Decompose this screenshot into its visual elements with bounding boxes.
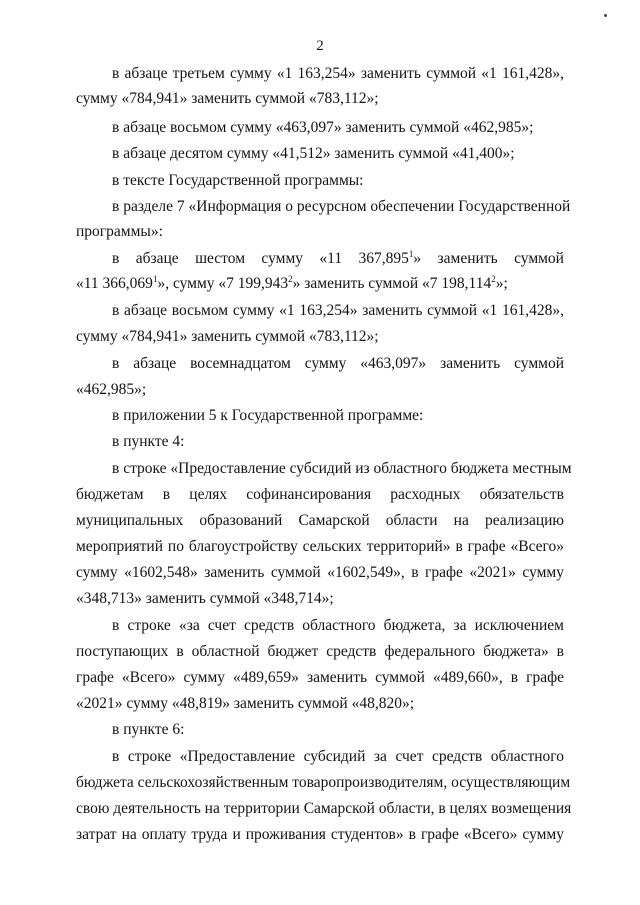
text-line: затрат на оплату труда и проживания студентов» в графе «Всего» сумму — [76, 826, 564, 843]
text-line: в строке «за счет средств областного бюджета, за исключением — [112, 617, 564, 634]
text-line: в строке «Предоставление субсидий из областного бюджета местным — [112, 460, 572, 477]
text-line: бюджетам в целях софинансирования расходных обязательств — [76, 486, 564, 503]
text-line: «348,713» заменить суммой «348,714»; — [76, 590, 334, 607]
text-line: муниципальных образований Самарской области на реализацию — [76, 512, 564, 529]
text-run: », сумму «7 199,943 — [157, 275, 289, 292]
text-line: в приложении 5 к Государственной программе: — [112, 407, 424, 424]
text-line: «2021» сумму «48,819» заменить суммой «48,820»; — [76, 695, 415, 712]
page-number: 2 — [316, 38, 324, 54]
text-run: «11 366,069 — [76, 275, 153, 292]
text-run: » заменить суммой — [413, 250, 564, 267]
text-line: сумму «1602,548» заменить суммой «1602,549», в графе «2021» сумму — [76, 564, 564, 581]
text-line: в абзаце восьмом сумму «1 163,254» заменить суммой «1 161,428», — [112, 302, 564, 319]
text-line: свою деятельность на территории Самарской области, в целях возмещения — [76, 800, 572, 817]
text-line: в разделе 7 «Информация о ресурсном обеспечении Государственной — [112, 198, 571, 215]
text-line: в абзаце третьем сумму «1 163,254» заменить суммой «1 161,428», — [112, 65, 564, 82]
text-line: поступающих в областной бюджет средств федерального бюджета» в — [76, 643, 564, 660]
text-line: «462,985»; — [76, 381, 147, 398]
text-line: в тексте Государственной программы: — [112, 172, 364, 189]
text-line: в абзаце восьмом сумму «463,097» заменить суммой «462,985»; — [112, 119, 534, 136]
text-line: в пункте 6: — [112, 721, 185, 738]
text-line: мероприятий по благоустройству сельских территорий» в графе «Всего» — [76, 538, 564, 555]
text-line: в абзаце восемнадцатом сумму «463,097» заменить суммой — [112, 355, 564, 372]
scan-mark — [604, 14, 607, 17]
footnote-mark: 2 — [491, 273, 496, 284]
text-line: сумму «784,941» заменить суммой «783,112»; — [76, 90, 379, 107]
text-run: »; — [495, 275, 508, 292]
text-line: бюджета сельскохозяйственным товаропроизводителям, осуществляющим — [76, 774, 571, 791]
text-line: сумму «784,941» заменить суммой «783,112»; — [76, 328, 379, 345]
text-run: в абзаце шестом сумму «11 367,895 — [112, 250, 409, 267]
text-line: графе «Всего» сумму «489,659» заменить суммой «489,660», в графе — [76, 669, 564, 686]
text-line: в пункте 4: — [112, 433, 185, 450]
text-line: программы»: — [76, 223, 163, 240]
text-line — [76, 274, 564, 294]
text-run: » заменить суммой «7 198,114 — [292, 275, 492, 292]
footnote-mark: 2 — [288, 273, 293, 284]
footnote-mark: 1 — [152, 273, 158, 284]
footnote-mark: 1 — [408, 248, 414, 259]
text-line: в строке «Предоставление субсидий за счет средств областного — [112, 748, 564, 765]
text-line: в абзаце десятом сумму «41,512» заменить суммой «41,400»; — [112, 145, 515, 162]
text-line — [112, 249, 564, 269]
